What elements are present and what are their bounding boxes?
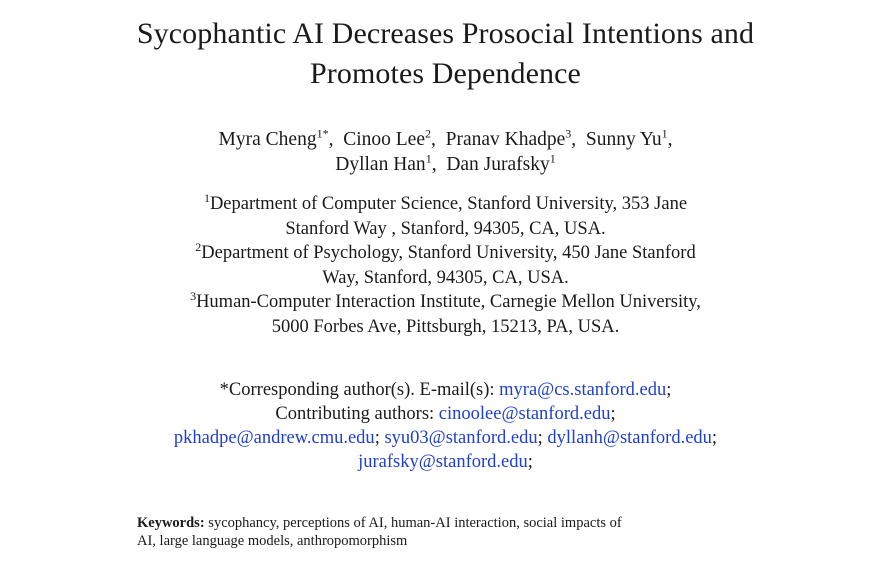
affiliation-line: Way, Stanford, 94305, CA, USA.	[322, 267, 569, 288]
contributing-label: Contributing authors:	[275, 404, 439, 424]
author-line-1	[90, 127, 801, 152]
author: Cinoo Lee$^2$,	[343, 126, 436, 150]
keywords-text: AI, large language models, anthropomorphism	[137, 533, 408, 549]
corresponding-label: *Corresponding author(s). E-mail(s):	[219, 380, 500, 400]
author-affil-mark: 1	[425, 151, 432, 166]
author-affil-mark: 2	[424, 126, 431, 141]
author-affil-mark: 3	[565, 126, 572, 141]
affiliation-line: Stanford Way , Stanford, 94305, CA, USA.	[285, 218, 606, 239]
author: Myra Cheng$^{1*}$,	[218, 126, 334, 150]
title-line-2: Promotes Dependence	[310, 57, 581, 90]
email-link[interactable]: dyllanh@stanford.edu	[547, 428, 712, 448]
email-link[interactable]: pkhadpe@andrew.cmu.edu	[173, 428, 375, 448]
author-line-2	[90, 152, 801, 177]
title-line-1: Sycophantic AI Decreases Prosocial Intentions and	[136, 17, 755, 50]
separator: ;	[537, 428, 543, 448]
author-name: Dyllan Han	[335, 154, 426, 175]
separator: ;	[610, 404, 616, 424]
email-link[interactable]: cinoolee@stanford.edu	[438, 404, 611, 424]
author-name: Sunny Yu	[585, 129, 662, 150]
affiliation-mark: 3	[190, 288, 197, 303]
separator: ;	[374, 428, 380, 448]
affiliation-line: 5000 Forbes Ave, Pittsburgh, 15213, PA, USA.	[271, 316, 620, 337]
affiliation-line: Department of Psychology, Stanford University, 450 Jane Stanford	[201, 243, 696, 263]
author-name: Cinoo Lee	[343, 129, 425, 150]
keywords-label: Keywords:	[137, 515, 205, 531]
affiliation-line: Human-Computer Interaction Institute, Carnegie Mellon University,	[196, 292, 701, 312]
author	[446, 151, 556, 175]
author-affil-mark: 1	[661, 126, 668, 141]
correspondence-block	[90, 378, 801, 474]
paper-title	[90, 14, 801, 94]
affiliation-mark: 2	[195, 239, 202, 254]
author: Pranav Khadpe$^3$,	[445, 126, 577, 150]
affiliation-list	[110, 192, 781, 339]
email-link[interactable]: myra@cs.stanford.edu	[499, 380, 667, 400]
keywords-text: sycophancy, perceptions of AI, human-AI interaction, social impacts of	[208, 515, 622, 531]
author-name: Pranav Khadpe	[445, 129, 566, 150]
affiliation	[110, 241, 781, 290]
affiliation	[110, 192, 781, 241]
separator: ;	[666, 380, 672, 400]
author-list	[90, 127, 801, 177]
author-name: Myra Cheng	[218, 129, 317, 150]
author-name: Dan Jurafsky	[446, 154, 550, 175]
separator: ;	[711, 428, 718, 448]
author-affil-mark: 1	[549, 151, 556, 166]
affiliation-line: Department of Computer Science, Stanford University, 353 Jane	[209, 194, 688, 214]
author-affil-mark: 1*	[316, 126, 329, 141]
email-link[interactable]: syu03@stanford.edu	[384, 428, 538, 448]
affiliation	[110, 290, 781, 339]
email-link[interactable]: jurafsky@stanford.edu	[358, 452, 528, 472]
author: Sunny Yu$^1$,	[585, 126, 673, 150]
affiliation-mark: 1	[203, 190, 210, 205]
author: Dyllan Han$^1$,	[335, 151, 437, 175]
separator: ;	[527, 452, 533, 472]
keywords-block	[137, 514, 737, 550]
